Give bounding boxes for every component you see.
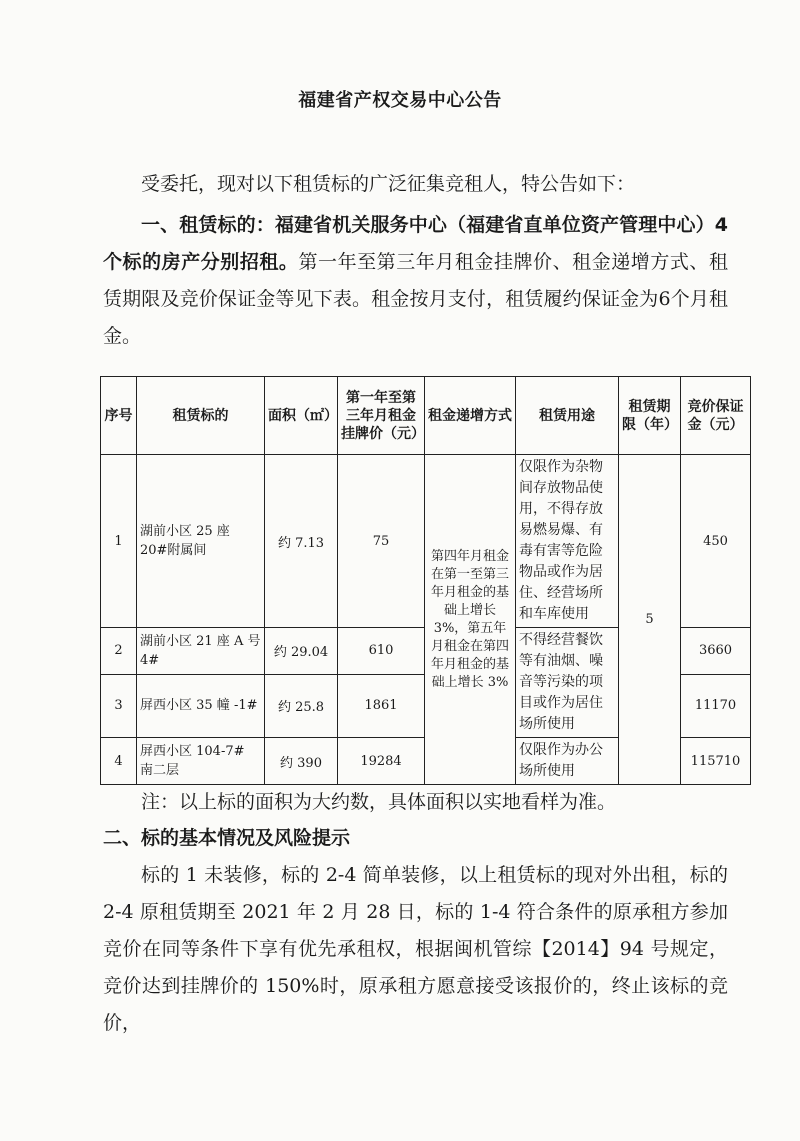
row-deposit: 11170 bbox=[681, 674, 751, 737]
row-target: 屏西小区 104-7# 南二层 bbox=[137, 738, 265, 785]
row-no: 2 bbox=[101, 628, 137, 675]
row-area: 约 25.8 bbox=[265, 674, 338, 737]
row-rent: 610 bbox=[338, 628, 425, 675]
row-deposit: 450 bbox=[681, 455, 751, 628]
header-deposit: 竞价保证金（元） bbox=[681, 377, 751, 455]
header-no: 序号 bbox=[101, 377, 137, 455]
header-increase: 租金递增方式 bbox=[425, 377, 516, 455]
usage-cell-2: 不得经营餐饮等有油烟、噪音等污染的项目或作为居住场所使用 bbox=[516, 628, 619, 738]
row-target: 屏西小区 35 幢 -1# bbox=[137, 674, 265, 737]
section1-text: 第一年至第三年月租金挂牌价、租金递增方式、租赁期限及竞价保证金等见下表。租金按月支付，租赁履约保证金为6个月租金。 bbox=[103, 251, 728, 347]
row-no: 1 bbox=[101, 455, 137, 628]
usage-cell-1: 仅限作为杂物间存放物品使用，不得存放易燃易爆、有毒有害等危险物品或作为居住、经营场所和车库使用 bbox=[516, 455, 619, 628]
section1-heading: 一、租赁标的：福建省机关服务中心（福建省直单位资产管理中心）4个标的房产分别招租。 bbox=[103, 214, 728, 273]
table-note: 注：以上标的面积为大约数，具体面积以实地看样为准。 bbox=[141, 791, 617, 813]
row-no: 4 bbox=[101, 738, 137, 785]
term-cell: 5 bbox=[619, 455, 681, 785]
header-area: 面积（㎡） bbox=[265, 377, 338, 455]
increase-method-cell: 第四年月租金在第一至第三年月租金的基础上增长 3%，第五年月租金在第四年月租金的基础上增长 3% bbox=[425, 455, 516, 785]
row-target: 湖前小区 21 座 A 号 4# bbox=[137, 628, 265, 675]
header-term: 租赁期限（年） bbox=[619, 377, 681, 455]
header-rent: 第一年至第三年月租金挂牌价（元） bbox=[338, 377, 425, 455]
row-area: 约 7.13 bbox=[265, 455, 338, 628]
row-rent: 75 bbox=[338, 455, 425, 628]
section2-heading: 二、标的基本情况及风险提示 bbox=[103, 827, 351, 849]
lease-table bbox=[100, 376, 751, 785]
row-target: 湖前小区 25 座 20#附属间 bbox=[137, 455, 265, 628]
header-usage: 租赁用途 bbox=[516, 377, 619, 455]
row-rent: 19284 bbox=[338, 738, 425, 785]
row-area: 约 390 bbox=[265, 738, 338, 785]
row-no: 3 bbox=[101, 674, 137, 737]
section1-paragraph bbox=[103, 207, 728, 355]
row-rent: 1861 bbox=[338, 674, 425, 737]
header-target: 租赁标的 bbox=[137, 377, 265, 455]
row-deposit: 115710 bbox=[681, 738, 751, 785]
row-deposit: 3660 bbox=[681, 628, 751, 675]
intro-paragraph: 受委托，现对以下租赁标的广泛征集竞租人，特公告如下： bbox=[141, 173, 636, 195]
table-header-row bbox=[101, 377, 751, 455]
page-title: 福建省产权交易中心公告 bbox=[298, 90, 502, 111]
usage-cell-3: 仅限作为办公场所使用 bbox=[516, 738, 619, 785]
section2-paragraph: 标的 1 未装修，标的 2-4 简单装修，以上租赁标的现对外出租，标的 2-4 原租赁期至 2021 年 2 月 28 日，标的 1-4 符合条件的原承租方参加竞价在同等条件下享有优先承租权，根据闽机管综【2014】94 号规定，竞价达到挂牌价的 150%时，原承租方愿意接受该报价的，终止该标的竞价， bbox=[103, 864, 728, 1034]
row-area: 约 29.04 bbox=[265, 628, 338, 675]
table-row bbox=[101, 455, 751, 628]
